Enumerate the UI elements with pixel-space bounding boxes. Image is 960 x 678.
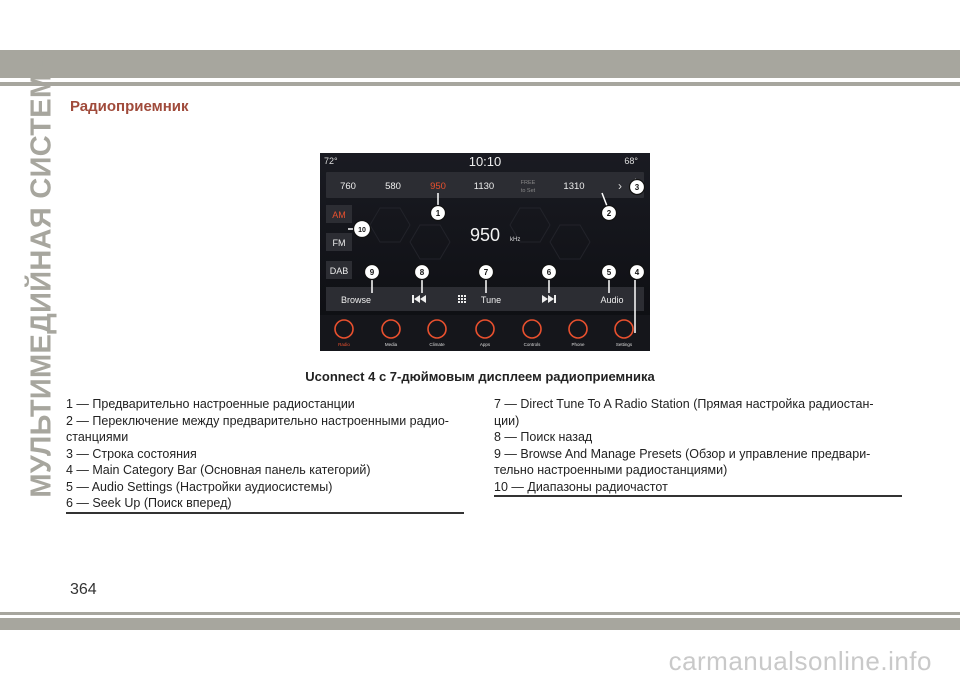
band-dab[interactable]: DAB [329, 266, 349, 276]
legend-item: тельно настроенными радиостанциями) [494, 463, 728, 477]
tune-grid-icon [458, 295, 466, 303]
chevron-right-icon[interactable]: › [618, 179, 622, 193]
temp-right: 68° [624, 156, 638, 166]
menu-settings[interactable]: Settings [615, 342, 633, 347]
menu-apps[interactable]: Apps [479, 342, 491, 347]
legend-item: 2 — Переключение между предварительно настроенными радио- [66, 413, 449, 428]
preset-free[interactable]: FREE [520, 180, 536, 186]
preset-4[interactable]: 1130 [473, 181, 495, 192]
callout-10: 10 [358, 227, 366, 234]
radio-screen-svg [320, 153, 650, 351]
legend-item: 4 — Main Category Bar (Основная панель категорий) [66, 463, 371, 477]
bottom-band [0, 618, 960, 630]
bottom-rule [0, 612, 960, 615]
frequency-display: 950 [469, 225, 501, 245]
callout-4: 4 [634, 268, 640, 277]
legend-right [494, 396, 902, 495]
legend-item: 5 — Audio Settings (Настройки аудиосистемы) [66, 479, 333, 494]
legend-item: 10 — Диапазоны радиочастот [494, 479, 668, 494]
callout-3: 3 [634, 183, 640, 192]
audio-button[interactable]: Audio [600, 295, 624, 305]
browse-button[interactable]: Browse [340, 295, 372, 305]
callout-6: 6 [546, 268, 552, 277]
legend-item: 8 — Поиск назад [494, 430, 593, 444]
legend-item: 7 — Direct Tune To A Radio Station (Прямая настройка радиостан- [494, 397, 874, 411]
legend-left-rule [66, 512, 464, 514]
top-band [0, 50, 960, 78]
frequency-unit: kHz [510, 237, 521, 243]
callout-7: 7 [483, 268, 489, 277]
section-title: Радиоприемник [70, 98, 189, 115]
temp-left: 72° [324, 156, 338, 166]
legend-item: 1 — Предварительно настроенные радиостанции [66, 397, 355, 411]
legend-item: 9 — Browse And Manage Presets (Обзор и управление предвари- [494, 446, 871, 461]
figure-caption: Uconnect 4 с 7-дюймовым дисплеем радиоприемника [305, 369, 655, 384]
callout-5: 5 [606, 268, 612, 277]
top-rule [0, 82, 960, 86]
legend-item: станциями [66, 430, 129, 444]
callout-8: 8 [419, 268, 425, 277]
menu-controls[interactable]: Controls [523, 342, 541, 347]
preset-free-sub: to Set [520, 188, 536, 194]
radio-screenshot [320, 153, 650, 351]
chapter-title: МУЛЬТИМЕДИЙНАЯ СИСТЕМА [25, 52, 58, 498]
menu-radio[interactable]: Radio [338, 342, 350, 347]
legend-item: ции) [494, 413, 520, 428]
menu-media[interactable]: Media [384, 342, 398, 347]
legend-left [66, 396, 464, 512]
callout-9: 9 [369, 268, 375, 277]
page-number: 364 [70, 581, 97, 598]
callout-1: 1 [435, 209, 441, 218]
band-am[interactable]: AM [332, 210, 346, 220]
preset-3[interactable]: 950 [430, 181, 446, 192]
legend-item: 3 — Строка состояния [66, 446, 197, 461]
preset-1[interactable]: 760 [340, 181, 356, 192]
watermark: carmanualsonline.info [668, 646, 932, 676]
callout-2: 2 [606, 209, 612, 218]
tune-button[interactable]: Tune [480, 295, 502, 305]
legend-right-rule [494, 495, 902, 497]
chapter-sidebar [24, 52, 60, 498]
band-fm[interactable]: FM [332, 238, 346, 248]
preset-2[interactable]: 580 [385, 181, 401, 192]
menu-climate[interactable]: Climate [429, 342, 445, 347]
menu-phone[interactable]: Phone [571, 342, 585, 347]
legend-item: 6 — Seek Up (Поиск вперед) [66, 496, 232, 510]
preset-6[interactable]: 1310 [563, 181, 585, 192]
clock: 10:10 [468, 154, 502, 169]
